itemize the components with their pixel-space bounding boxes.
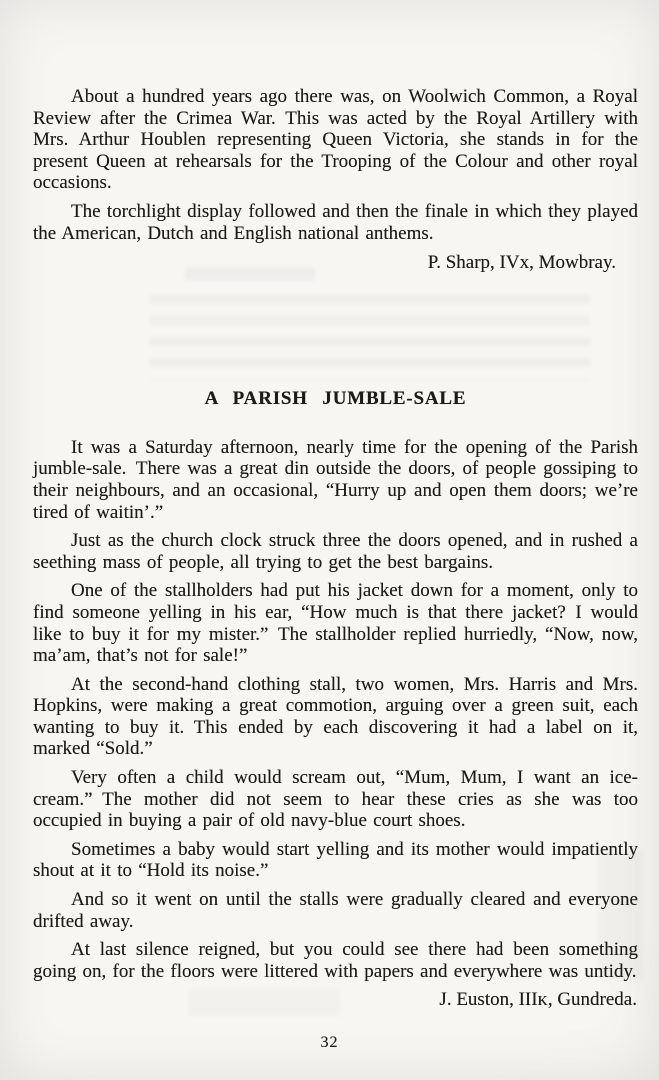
paragraph: Sometimes a baby would start yelling and its mother would impatiently shout at it to “Hold its noise.” <box>33 838 638 882</box>
paragraph: Just as the church clock struck three the doors opened, and in rushed a seething mass of people, all trying to get the best bargains. <box>33 530 638 573</box>
page-number: 32 <box>320 1034 339 1051</box>
article-jumble-sale <box>33 388 638 1011</box>
paragraph: The torchlight display followed and then the finale in which they played the American, Dutch and English national anthems. <box>33 200 638 244</box>
paragraph: One of the stallholders had put his jacket down for a moment, only to find someone yelling in his ear, “How much is that there jacket? I would like to buy it for my mister.” The stallholder replied hurriedly, “Now, now, ma’am, that’s not for sale!” <box>33 580 638 667</box>
page-content <box>33 86 638 1011</box>
author-attribution: P. Sharp, IVx, Mowbray. <box>427 252 616 274</box>
article-title: A PARISH JUMBLE-SALE <box>204 387 467 409</box>
author-attribution: J. Euston, IIIᴋ, Gundreda. <box>439 989 637 1011</box>
paragraph: At the second-hand clothing stall, two women, Mrs. Harris and Mrs. Hopkins, were making a great commotion, arguing over a green suit, each wanting to buy it. This ended by each discovering it had a label on it, marked “Sold.” <box>33 673 638 760</box>
paragraph: About a hundred years ago there was, on Woolwich Common, a Royal Review after the Crimea War. This was acted by the Royal Artillery with Mrs. Arthur Houblen representing Queen Victoria, she stands in for the present Queen at rehearsals for the Trooping of the Colour and other royal occasions. <box>33 86 638 194</box>
paragraph: At last silence reigned, but you could see there had been something going on, for the floors were littered with papers and everywhere was untidy. <box>33 939 638 982</box>
paragraph: And so it went on until the stalls were gradually cleared and everyone drifted away. <box>33 889 638 932</box>
article-royal-review <box>33 86 638 274</box>
paragraph: It was a Saturday afternoon, nearly time for the opening of the Parish jumble-sale. There was a great din outside the doors, of people gossiping to their neighbours, and an occasional, “Hurry up and open them doors; we’re tired of waitin’.” <box>33 436 638 523</box>
paragraph: Very often a child would scream out, “Mum, Mum, I want an ice-cream.” The mother did not seem to hear these cries as she was too occupied in buying a pair of old navy-blue court shoes. <box>33 767 638 832</box>
